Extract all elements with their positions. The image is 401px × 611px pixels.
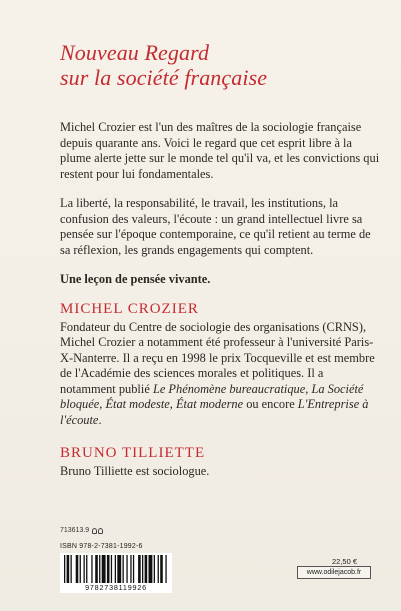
price: 22,50 € [331, 557, 357, 566]
work-title: État modeste, État moderne [105, 397, 244, 411]
publisher-mark-icon [92, 527, 104, 535]
bio-text: Fondateur du Centre de sociologie des organisations (CRNS), Michel Crozier a notamment été professeur à l'université Paris-X-Nanterre. Il a reçu en 1998 le prix Tocqueville et est membre de l'Académie des sciences morales et politiques. Il a notamment publié [60, 319, 375, 396]
author-bio-tilliette: Bruno Tilliette est sociologue. [60, 464, 210, 478]
separator: . [98, 412, 102, 427]
separator: , [305, 381, 312, 396]
barcode-digits: 9782738119926 [85, 583, 147, 592]
work-title: L'Entreprise à l'écoute [60, 397, 369, 427]
barcode-icon [64, 555, 168, 583]
headline-line-2: sur la société française [60, 65, 268, 90]
separator: ou encore [243, 397, 298, 411]
tagline: Une leçon de pensée vivante. [60, 272, 211, 286]
author-name-tilliette: BRUNO TILLIETTE [60, 445, 206, 461]
product-code [60, 526, 260, 535]
barcode [60, 553, 172, 593]
work-title: Le Phénomène bureaucratique [152, 381, 306, 396]
separator: , [99, 397, 106, 411]
description-paragraph: La liberté, la responsabilité, le travail, les institutions, la confusion des valeurs, l'écoute : un grand intellectuel livre sa pensée sur l'époque contemporaine, ce qu'il retient au terme de sa réflexion, les grands engagements qui comptent. [60, 196, 371, 257]
publisher-website: www.odilejacob.fr [297, 566, 371, 579]
headline [60, 40, 380, 90]
intro-paragraph: Michel Crozier est l'un des maîtres de la sociologie française depuis quarante ans. Voici le regard que cet esprit libre à la plume alerte jette sur le monde tel qu'il va, et les convictions qui restent pour lui fondamentales. [60, 120, 380, 181]
headline-line-1: Nouveau Regard [60, 40, 210, 65]
barcode-area [60, 526, 260, 593]
author-name-crozier: MICHEL CROZIER [60, 300, 199, 317]
author-bio-crozier [60, 320, 380, 429]
cover-text [60, 40, 380, 480]
product-code-text: 713613.9 [60, 527, 90, 534]
work-title: La Société bloquée [60, 381, 364, 411]
isbn-label: ISBN 978-2-7381-1992-6 [60, 543, 143, 550]
